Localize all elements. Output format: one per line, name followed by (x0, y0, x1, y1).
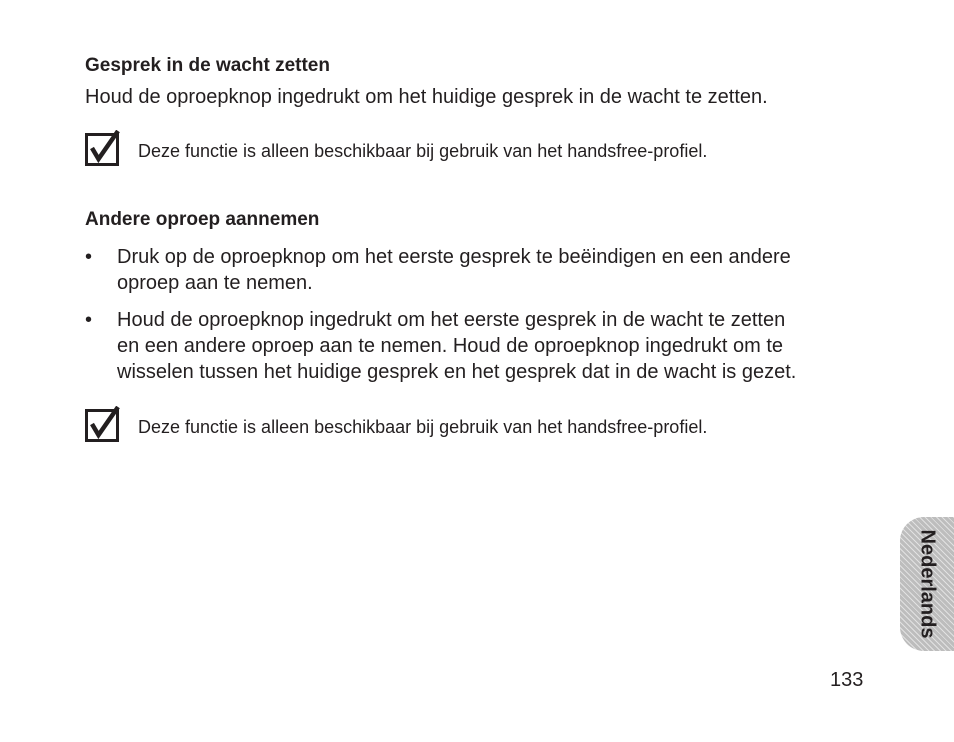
section-heading-hold-call: Gesprek in de wacht zetten (85, 55, 330, 76)
bullet-line: en een andere oproep aan te nemen. Houd de oproepknop ingedrukt om te (117, 335, 784, 357)
note-text: Deze functie is alleen beschikbaar bij gebruik van het handsfree-profiel. (138, 417, 708, 437)
bullet-symbol: • (85, 309, 93, 331)
section-heading-answer-other-call: Andere oproep aannemen (85, 209, 320, 230)
bullet-line: wisselen tussen het huidige gesprek en het gesprek dat in de wacht is gezet. (117, 361, 797, 383)
list-item (85, 244, 885, 296)
bullet-symbol: • (85, 246, 93, 268)
checkmark-box-icon (85, 130, 121, 166)
page-number: 133 (830, 669, 864, 691)
language-tab-label: Nederlands (916, 529, 939, 639)
checkmark-box-icon (85, 406, 121, 442)
note-text: Deze functie is alleen beschikbaar bij gebruik van het handsfree-profiel. (138, 141, 708, 161)
section-text-hold-call: Houd de oproepknop ingedrukt om het huidige gesprek in de wacht te zetten. (85, 86, 768, 108)
language-tab (900, 517, 954, 651)
bullet-line: Houd de oproepknop ingedrukt om het eerste gesprek in de wacht te zetten (117, 309, 786, 331)
list-item (85, 307, 885, 385)
bullet-list (85, 244, 885, 396)
bullet-line: Druk op de oproepknop om het eerste gesprek te beëindigen en een andere (117, 246, 791, 268)
bullet-line: oproep aan te nemen. (117, 272, 313, 294)
